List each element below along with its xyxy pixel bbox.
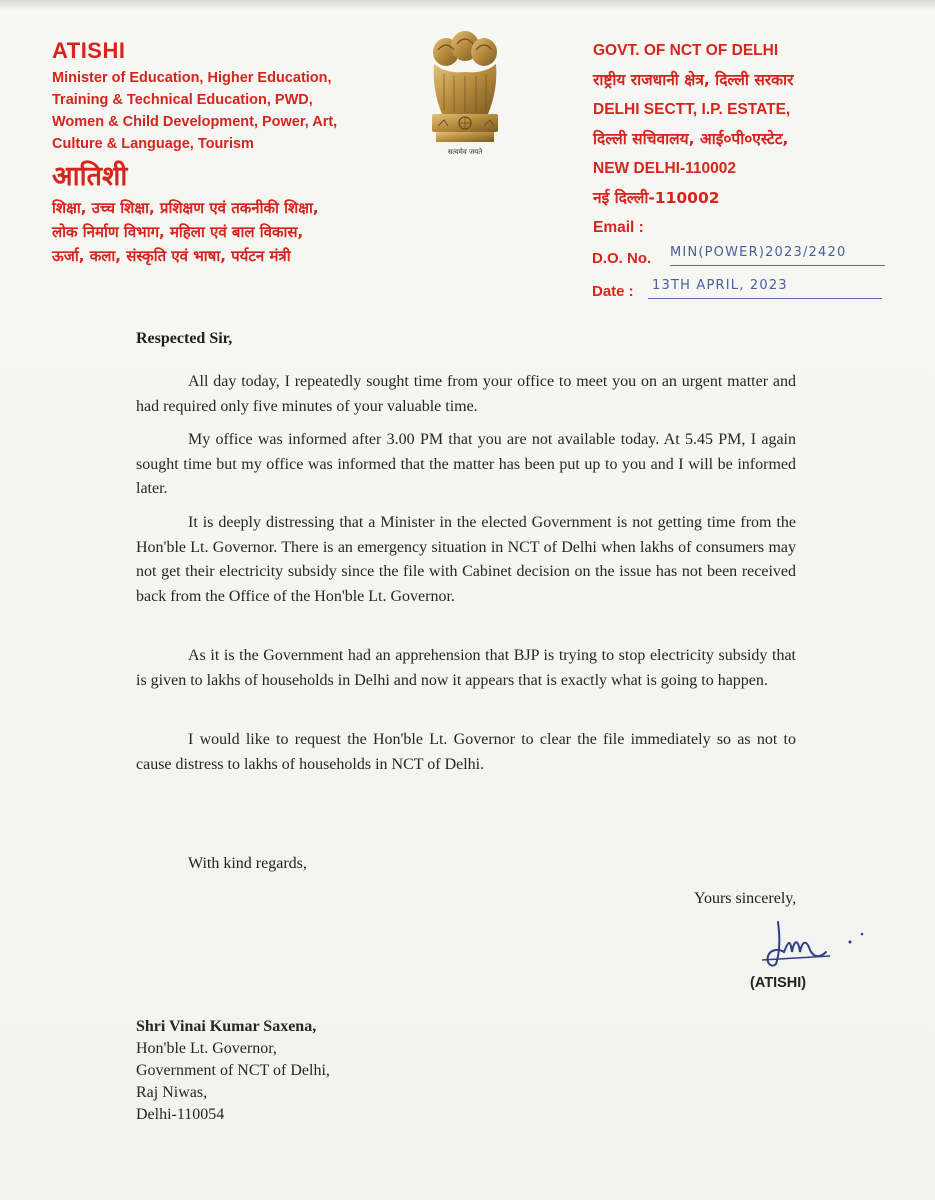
address-line: दिल्ली सचिवालय, आई०पी०एस्टेट, [593, 129, 789, 148]
sign-off: Yours sincerely, [694, 890, 797, 907]
addressee-line: Government of NCT of Delhi, [136, 1062, 330, 1079]
salutation: Respected Sir, [136, 330, 233, 347]
portfolio-en-line: Minister of Education, Higher Education, [52, 70, 332, 86]
portfolio-hi [52, 196, 382, 268]
signatory-name: (ATISHI) [750, 975, 807, 991]
addressee-line: Delhi-110054 [136, 1106, 225, 1123]
national-emblem-icon [424, 30, 506, 166]
date-value: 13TH APRIL, 2023 [648, 278, 882, 299]
office-address [593, 36, 913, 243]
minister-name-hi: आतिशी [52, 161, 128, 192]
address-line: GOVT. OF NCT OF DELHI [593, 42, 779, 59]
handwritten-signature [750, 912, 880, 972]
do-number-value: MIN(POWER)2023/2420 [670, 245, 885, 266]
page-top-edge [0, 0, 935, 10]
date-label: Date : [592, 283, 634, 300]
email-label: Email : [593, 219, 644, 236]
portfolio-hi-line: ऊर्जा, कला, संस्कृति एवं भाषा, पर्यटन मंत्री [52, 247, 291, 265]
addressee-line: Raj Niwas, [136, 1084, 208, 1101]
body-paragraph: It is deeply distressing that a Minister in the elected Government is not getting time from the Hon'ble Lt. Governor. There is an emergency situation in NCT of Delhi when lakhs of consumers may not get their electricity subsidy since the file with Cabinet decision on the issue has not been received back from the Office of the Hon'ble Lt. Governor. [136, 514, 796, 605]
body-paragraph: I would like to request the Hon'ble Lt. Governor to clear the file immediately so as not to cause distress to lakhs of households in NCT of Delhi. [136, 731, 796, 773]
body-paragraph: My office was informed after 3.00 PM that you are not available today. At 5.45 PM, I again sought time but my office was informed that the matter has been put up to you and I will be informed later. [136, 431, 796, 497]
address-line: नई दिल्ली-110002 [593, 188, 720, 207]
minister-name-en: ATISHI [52, 38, 126, 63]
address-line: DELHI SECTT, I.P. ESTATE, [593, 101, 791, 118]
addressee-line: Hon'ble Lt. Governor, [136, 1040, 277, 1057]
do-number-label: D.O. No. [592, 250, 652, 267]
address-line: NEW DELHI-110002 [593, 160, 736, 177]
portfolio-en-line: Culture & Language, Tourism [52, 136, 254, 152]
portfolio-en [52, 67, 372, 155]
portfolio-hi-line: शिक्षा, उच्च शिक्षा, प्रशिक्षण एवं तकनीकी शिक्षा, [52, 199, 319, 217]
portfolio-en-line: Training & Technical Education, PWD, [52, 92, 313, 108]
addressee-name: Shri Vinai Kumar Saxena, [136, 1018, 317, 1035]
portfolio-en-line: Women & Child Development, Power, Art, [52, 114, 338, 130]
body-paragraph: As it is the Government had an apprehension that BJP is trying to stop electricity subsidy that is given to lakhs of households in Delhi and now it appears that is exactly what is going to happen. [136, 647, 796, 689]
addressee-block [136, 1016, 330, 1126]
body-paragraph: All day today, I repeatedly sought time from your office to meet you on an urgent matter and had required only five minutes of your valuable time. [136, 373, 796, 415]
address-line: राष्ट्रीय राजधानी क्षेत्र, दिल्ली सरकार [593, 70, 794, 89]
closing: With kind regards, [188, 855, 307, 872]
emblem-motto: सत्यमेव जयते [447, 148, 483, 156]
portfolio-hi-line: लोक निर्माण विभाग, महिला एवं बाल विकास, [52, 223, 304, 241]
